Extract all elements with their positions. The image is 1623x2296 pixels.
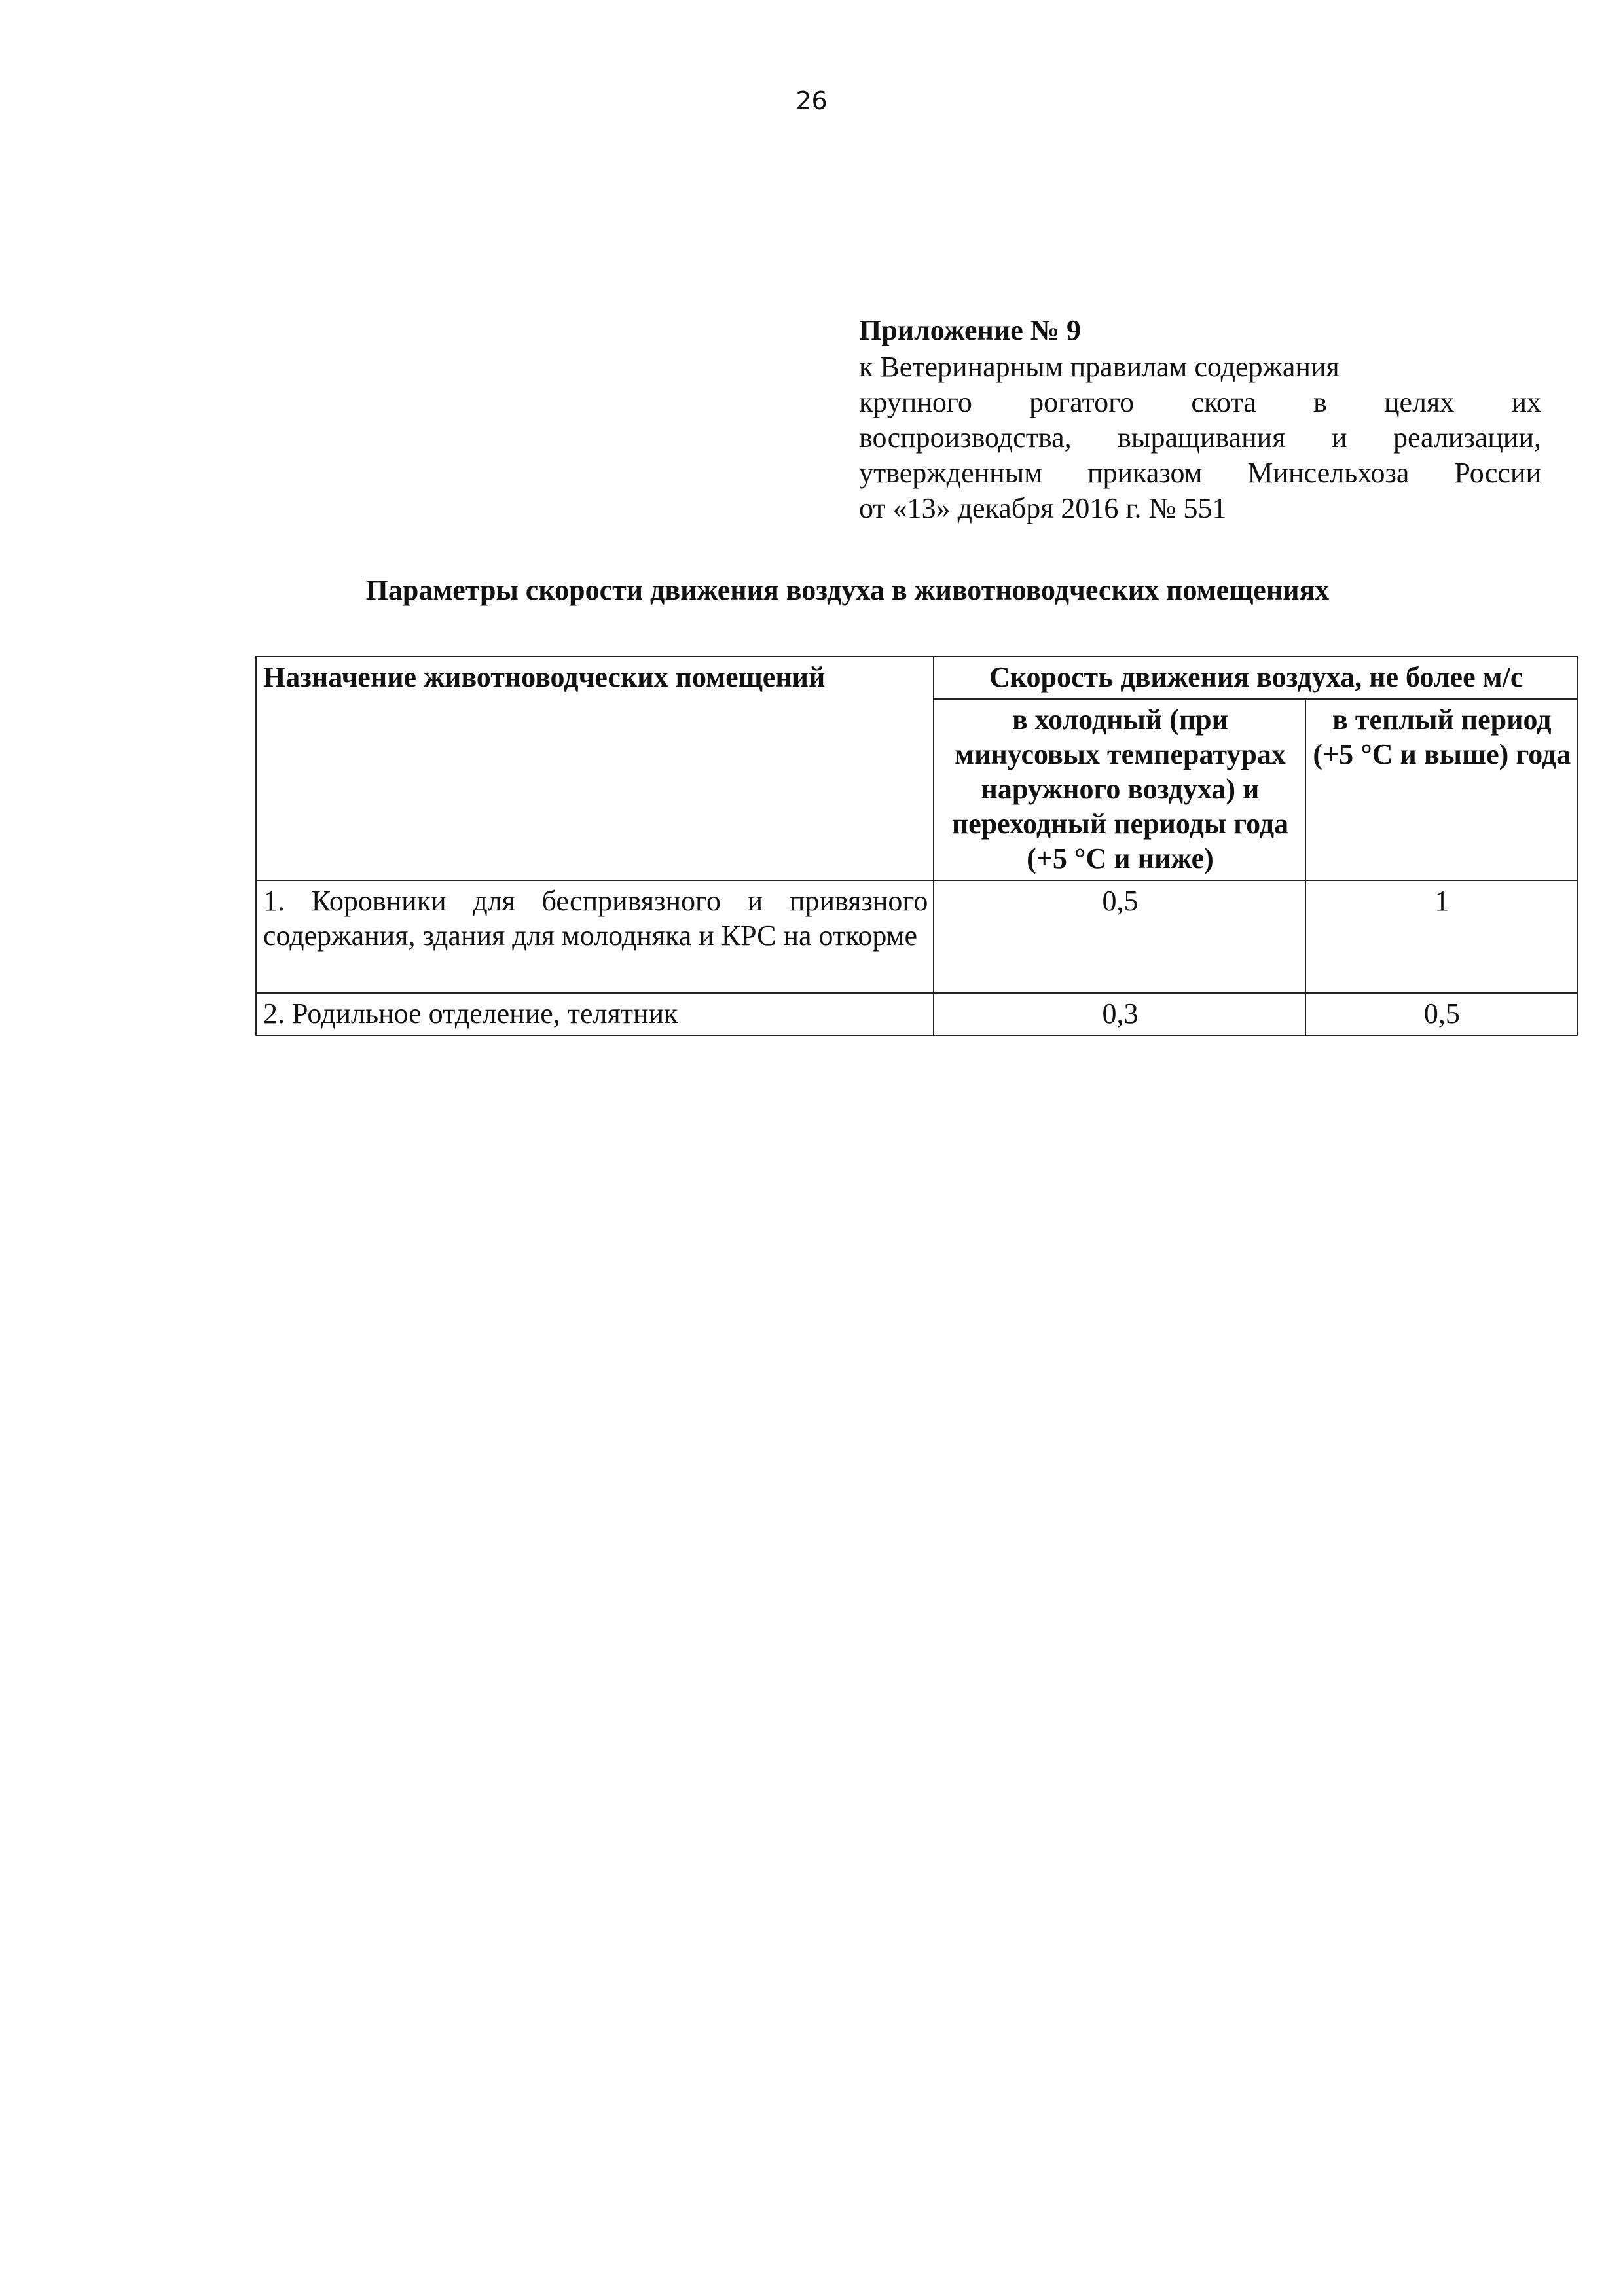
- header-warm-period: в теплый период (+5 °С и выше) года: [1305, 699, 1577, 880]
- row-warm-value: 1: [1305, 880, 1577, 993]
- table-row: [256, 993, 1577, 1035]
- row-room-name: 2. Родильное отделение, телятник: [256, 993, 934, 1035]
- row-cold-value: 0,5: [934, 880, 1305, 993]
- air-velocity-table: [255, 656, 1578, 1036]
- row-cold-value: 0,3: [934, 993, 1305, 1035]
- row-room-name: 1. Коровники для беспривязного и привязного содержания, здания для молодняка и КРС на откорме: [256, 880, 934, 993]
- header-air-velocity-group: Скорость движения воздуха, не более м/с: [934, 656, 1577, 699]
- appendix-block: [859, 313, 1541, 526]
- appendix-line-4: утвержденным приказом Минсельхоза России: [859, 457, 1541, 489]
- page-number: 26: [795, 86, 828, 115]
- row-warm-value: 0,5: [1305, 993, 1577, 1035]
- header-room-purpose: Назначение животноводческих помещений: [256, 656, 934, 880]
- table-header-row: [256, 656, 1577, 699]
- header-cold-period: в холодный (при минусовых температурах наружного воздуха) и переходный периоды года (+5 °С и ниже): [934, 699, 1305, 880]
- document-title: Параметры скорости движения воздуха в животноводческих помещениях: [365, 574, 1330, 606]
- appendix-line-5: от «13» декабря 2016 г. № 551: [859, 492, 1227, 524]
- appendix-line-1: к Ветеринарным правилам содержания: [859, 351, 1340, 383]
- table-row: [256, 880, 1577, 993]
- appendix-title: Приложение № 9: [859, 314, 1081, 346]
- appendix-line-2: крупного рогатого скота в целях их: [859, 386, 1541, 418]
- appendix-line-3: воспроизводства, выращивания и реализации,: [859, 422, 1541, 454]
